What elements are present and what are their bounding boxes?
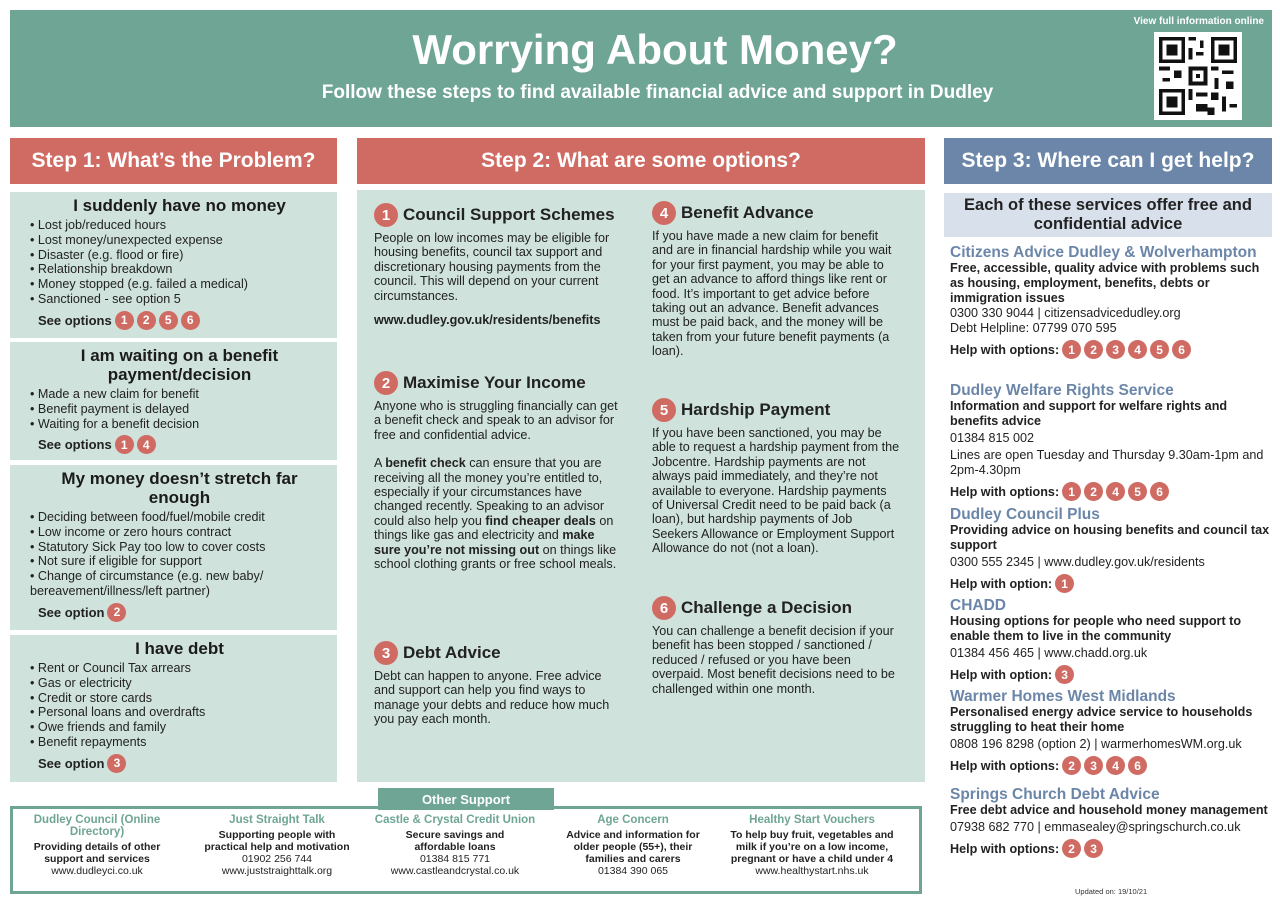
option-badge: 2 (1062, 839, 1081, 858)
service-contact: 01384 815 002 (950, 431, 1035, 445)
service-description: Personalised energy advice service to households struggling to heat their home (950, 705, 1253, 734)
org-just-straight-talk (196, 814, 358, 877)
list-item: • Lost job/reduced hours (30, 218, 329, 233)
service-name: Citizens Advice Dudley & Wolverhampton (950, 244, 1257, 261)
step1-heading: Step 1: What’s the Problem? (10, 138, 337, 184)
option-badge: 1 (1055, 574, 1074, 593)
service-contact: 01384 456 465 | www.chadd.org.uk (950, 646, 1148, 660)
help-label: Help with option: (950, 576, 1053, 591)
text-run: on things like gas and electricity and (374, 513, 614, 543)
option-benefit-advance (652, 201, 900, 359)
list-item: • Change of circumstance (e.g. new baby/ bereavement/illness/left partner) (30, 569, 329, 599)
option-number: 4 (652, 201, 676, 225)
problem-box-no-money (10, 192, 337, 338)
option-title-text: Council Support Schemes (403, 205, 615, 224)
list-item: • Disaster (e.g. flood or fire) (30, 248, 329, 263)
see-option-label: See option (38, 604, 105, 620)
help-label: Help with options: (950, 342, 1060, 357)
org-contact: 01902 256 744 (241, 853, 313, 865)
service-name: Dudley Council Plus (950, 506, 1100, 523)
list-item: • Lost money/unexpected expense (30, 233, 329, 248)
qr-code-icon[interactable] (1154, 32, 1242, 120)
service-description: Housing options for people who need support to enable them to live in the community (950, 614, 1242, 643)
page-subtitle: Follow these steps to find available financial advice and support in Dudley (321, 82, 994, 103)
list-item: • Deciding between food/fuel/mobile credit (30, 510, 329, 525)
list-item: • Gas or electricity (30, 676, 329, 691)
option-badge: 3 (1084, 839, 1103, 858)
org-contact[interactable]: www.castleandcrystal.co.uk (390, 865, 520, 877)
service-description: Providing advice on housing benefits and council tax support (950, 523, 1270, 552)
see-options (38, 435, 329, 454)
option-text: You can challenge a benefit decision if your benefit has been stopped / sanctioned / reduced / refused or you have been overpaid. Most benefit decisions need to be challenged within one month. (652, 624, 895, 696)
list-item: • Money stopped (e.g. failed a medical) (30, 277, 329, 292)
help-with-options (950, 665, 1272, 684)
option-title (374, 203, 622, 227)
help-with-options (950, 839, 1272, 858)
service-description: Information and support for welfare rights and benefits advice (950, 399, 1228, 428)
list-item: • Made a new claim for benefit (30, 387, 329, 402)
option-number: 5 (652, 398, 676, 422)
option-hardship-payment (652, 398, 900, 556)
option-title (652, 596, 900, 620)
text-run: can ensure that you are receiving all the money you’re entitled to, especially if your circumstances have changed recently. Speaking to an advisor could also help you (374, 456, 605, 528)
problem-box-waiting (10, 342, 337, 460)
problem-box-debt (10, 635, 337, 782)
option-url[interactable]: www.dudley.gov.uk/residents/benefits (374, 313, 601, 328)
org-description: Supporting people with practical help and motivation (204, 829, 350, 853)
option-challenge-decision (652, 596, 900, 696)
option-council-support (374, 203, 622, 327)
option-badge: 6 (181, 311, 200, 330)
service-contact: Lines are open Tuesday and Thursday 9.30am-1pm and 2pm-4.30pm (950, 448, 1264, 477)
help-with-options (950, 482, 1272, 501)
option-text-detail (374, 456, 622, 571)
option-badge: 1 (1062, 340, 1081, 359)
list-item: • Sanctioned - see option 5 (30, 292, 329, 307)
org-name: Castle & Crystal Credit Union (374, 814, 536, 826)
option-title-text: Benefit Advance (681, 203, 814, 222)
list-item: • Benefit repayments (30, 735, 329, 750)
help-with-options (950, 340, 1272, 359)
option-title-text: Debt Advice (403, 643, 501, 662)
org-contact[interactable]: www.dudleyci.co.uk (51, 865, 143, 877)
org-description: Secure savings and affordable loans (405, 829, 505, 853)
option-text: People on low incomes may be eligible for housing benefits, council tax support and discretionary housing payments from the council. This will depend on your current circumstances. (374, 231, 610, 303)
option-text: Debt can happen to anyone. Free advice and support can help you find ways to manage your debts and reduce how much you pay each month. (374, 669, 610, 727)
org-description: Advice and information for older people (55+), their families and carers (566, 829, 700, 865)
option-badge: 3 (1106, 340, 1125, 359)
option-title (652, 398, 900, 422)
help-with-options (950, 574, 1272, 593)
option-title-text: Maximise Your Income (403, 373, 586, 392)
problem-title: I suddenly have no money (73, 196, 286, 215)
service-contact: 07938 682 770 | emmasealey@springschurch.co.uk (950, 820, 1241, 834)
problem-title: I have debt (135, 639, 224, 658)
option-title (652, 201, 900, 225)
service-contact: 0300 330 9044 | citizensadvicedudley.org (950, 306, 1181, 320)
option-text: Anyone who is struggling financially can get a benefit check and speak to an advisor for free and confidential advice. (374, 399, 618, 442)
help-label: Help with options: (950, 758, 1060, 773)
option-text: If you have been sanctioned, you may be able to request a hardship payment from the Jobcentre. Hardship payments are not always paid immediately, and they’re not available to everyone. Hardship payments of Universal Credit need to be paid back (a loan), but hardship payments of Job Seekers Allowance or Employment Support Allowance do not (not a loan). (652, 426, 900, 556)
option-title-text: Challenge a Decision (681, 598, 852, 617)
other-support-label: Other Support (378, 788, 554, 810)
option-badge: 2 (1062, 756, 1081, 775)
see-options (38, 311, 329, 330)
problem-title: I am waiting on a benefit payment/decision (80, 346, 279, 384)
org-name: Age Concern (597, 814, 669, 826)
option-title (374, 371, 622, 395)
text-run-bold: find cheaper deals (485, 513, 596, 528)
org-castle-crystal (366, 814, 544, 877)
option-number: 6 (652, 596, 676, 620)
service-contact: 0300 555 2345 | www.dudley.gov.uk/residents (950, 555, 1205, 569)
see-options (38, 754, 329, 773)
service-name: Warmer Homes West Midlands (950, 688, 1176, 705)
option-badge: 3 (1084, 756, 1103, 775)
step2-heading: Step 2: What are some options? (357, 138, 925, 184)
option-badge: 2 (137, 311, 156, 330)
service-warmer-homes (950, 688, 1272, 775)
list-item: • Low income or zero hours contract (30, 525, 329, 540)
page-title: Worrying About Money? (412, 26, 898, 73)
updated-date: Updated on: 19/10/21 (1075, 887, 1148, 896)
option-badge: 4 (1106, 482, 1125, 501)
org-name: Healthy Start Vouchers (749, 814, 875, 826)
service-springs-church (950, 786, 1272, 858)
option-badge: 6 (1172, 340, 1191, 359)
option-badge: 5 (159, 311, 178, 330)
service-name: Springs Church Debt Advice (950, 786, 1160, 803)
service-dudley-council-plus (950, 506, 1272, 593)
see-options-label: See options (38, 437, 112, 453)
text-run: A (374, 456, 386, 471)
option-badge: 1 (1062, 482, 1081, 501)
list-item: • Rent or Council Tax arrears (30, 661, 329, 676)
see-options-label: See options (38, 312, 112, 328)
org-contact: 01384 390 065 (597, 865, 669, 877)
service-chadd (950, 597, 1272, 684)
option-number: 1 (374, 203, 398, 227)
problem-title: My money doesn’t stretch far enough (61, 469, 298, 507)
option-badge: 4 (137, 435, 156, 454)
problem-list (30, 510, 329, 599)
option-badge: 5 (1128, 482, 1147, 501)
list-item: • Statutory Sick Pay too low to cover costs (30, 540, 329, 555)
service-citizens-advice (950, 244, 1272, 359)
option-badge: 4 (1128, 340, 1147, 359)
option-badge: 6 (1128, 756, 1147, 775)
service-contact: Debt Helpline: 07799 070 595 (950, 321, 1117, 335)
help-label: Help with options: (950, 841, 1060, 856)
step3-subheading: Each of these services offer free and confidential advice (944, 193, 1272, 237)
org-description: To help buy fruit, vegetables and milk if you’re on a low income, pregnant or have a child under 4 (730, 829, 894, 865)
option-badge: 2 (1084, 340, 1103, 359)
see-option-label: See option (38, 755, 105, 771)
option-title-text: Hardship Payment (681, 400, 831, 419)
problem-list (30, 387, 329, 431)
option-badge: 2 (1084, 482, 1103, 501)
org-name: Dudley Council (Online Directory) (33, 814, 161, 838)
option-text: If you have made a new claim for benefit and are in financial hardship while you wait for your first payment, you may be able to get an advance to afford things like rent or food. It’s important to get advice before taking out an advance. Benefit advances must be paid back, and the money will be taken from your future benefit payments (a loan). (652, 229, 892, 359)
list-item: • Relationship breakdown (30, 262, 329, 277)
option-maximise-income (374, 371, 622, 571)
service-welfare-rights (950, 382, 1272, 501)
problem-list (30, 218, 329, 307)
list-item: • Not sure if eligible for support (30, 554, 329, 569)
option-debt-advice (374, 641, 622, 727)
see-options (38, 603, 329, 622)
service-contact: 0808 196 8298 (option 2) | warmerhomesWM.org.uk (950, 737, 1242, 751)
text-run-bold: make sure you’re not missing out (374, 528, 595, 557)
org-dudley-council (22, 814, 172, 877)
org-description: Providing details of other support and services (33, 841, 161, 865)
list-item: • Credit or store cards (30, 691, 329, 706)
online-info-label: View full information online (1133, 16, 1264, 27)
org-healthy-start (722, 814, 902, 877)
org-name: Just Straight Talk (229, 814, 325, 826)
help-with-options (950, 756, 1272, 775)
option-badge: 6 (1150, 482, 1169, 501)
option-number: 3 (374, 641, 398, 665)
service-description: Free, accessible, quality advice with problems such as housing, employment, benefits, debts or immigration issues (950, 261, 1260, 305)
option-badge: 3 (1055, 665, 1074, 684)
step3-heading: Step 3: Where can I get help? (944, 138, 1272, 184)
text-run: on things like school clothing grants or free school meals. (374, 542, 617, 572)
list-item: • Waiting for a benefit decision (30, 417, 329, 432)
service-description: Free debt advice and household money management (950, 803, 1268, 817)
list-item: • Owe friends and family (30, 720, 329, 735)
option-badge: 5 (1150, 340, 1169, 359)
problem-list (30, 661, 329, 750)
option-badge: 4 (1106, 756, 1125, 775)
option-title (374, 641, 622, 665)
text-run-bold: benefit check (385, 456, 466, 471)
option-badge: 1 (115, 435, 134, 454)
option-number: 2 (374, 371, 398, 395)
option-badge: 1 (115, 311, 134, 330)
org-contact[interactable]: www.juststraighttalk.org (221, 865, 333, 877)
org-contact: 01384 815 771 (419, 853, 491, 865)
problem-box-not-stretching (10, 465, 337, 630)
option-badge: 2 (107, 603, 126, 622)
list-item: • Benefit payment is delayed (30, 402, 329, 417)
option-badge: 3 (107, 754, 126, 773)
org-age-concern (558, 814, 708, 877)
service-name: Dudley Welfare Rights Service (950, 382, 1174, 399)
header-banner (10, 10, 1272, 127)
service-name: CHADD (950, 597, 1006, 614)
help-label: Help with option: (950, 667, 1053, 682)
org-contact[interactable]: www.healthystart.nhs.uk (755, 865, 869, 877)
help-label: Help with options: (950, 484, 1060, 499)
list-item: • Personal loans and overdrafts (30, 705, 329, 720)
